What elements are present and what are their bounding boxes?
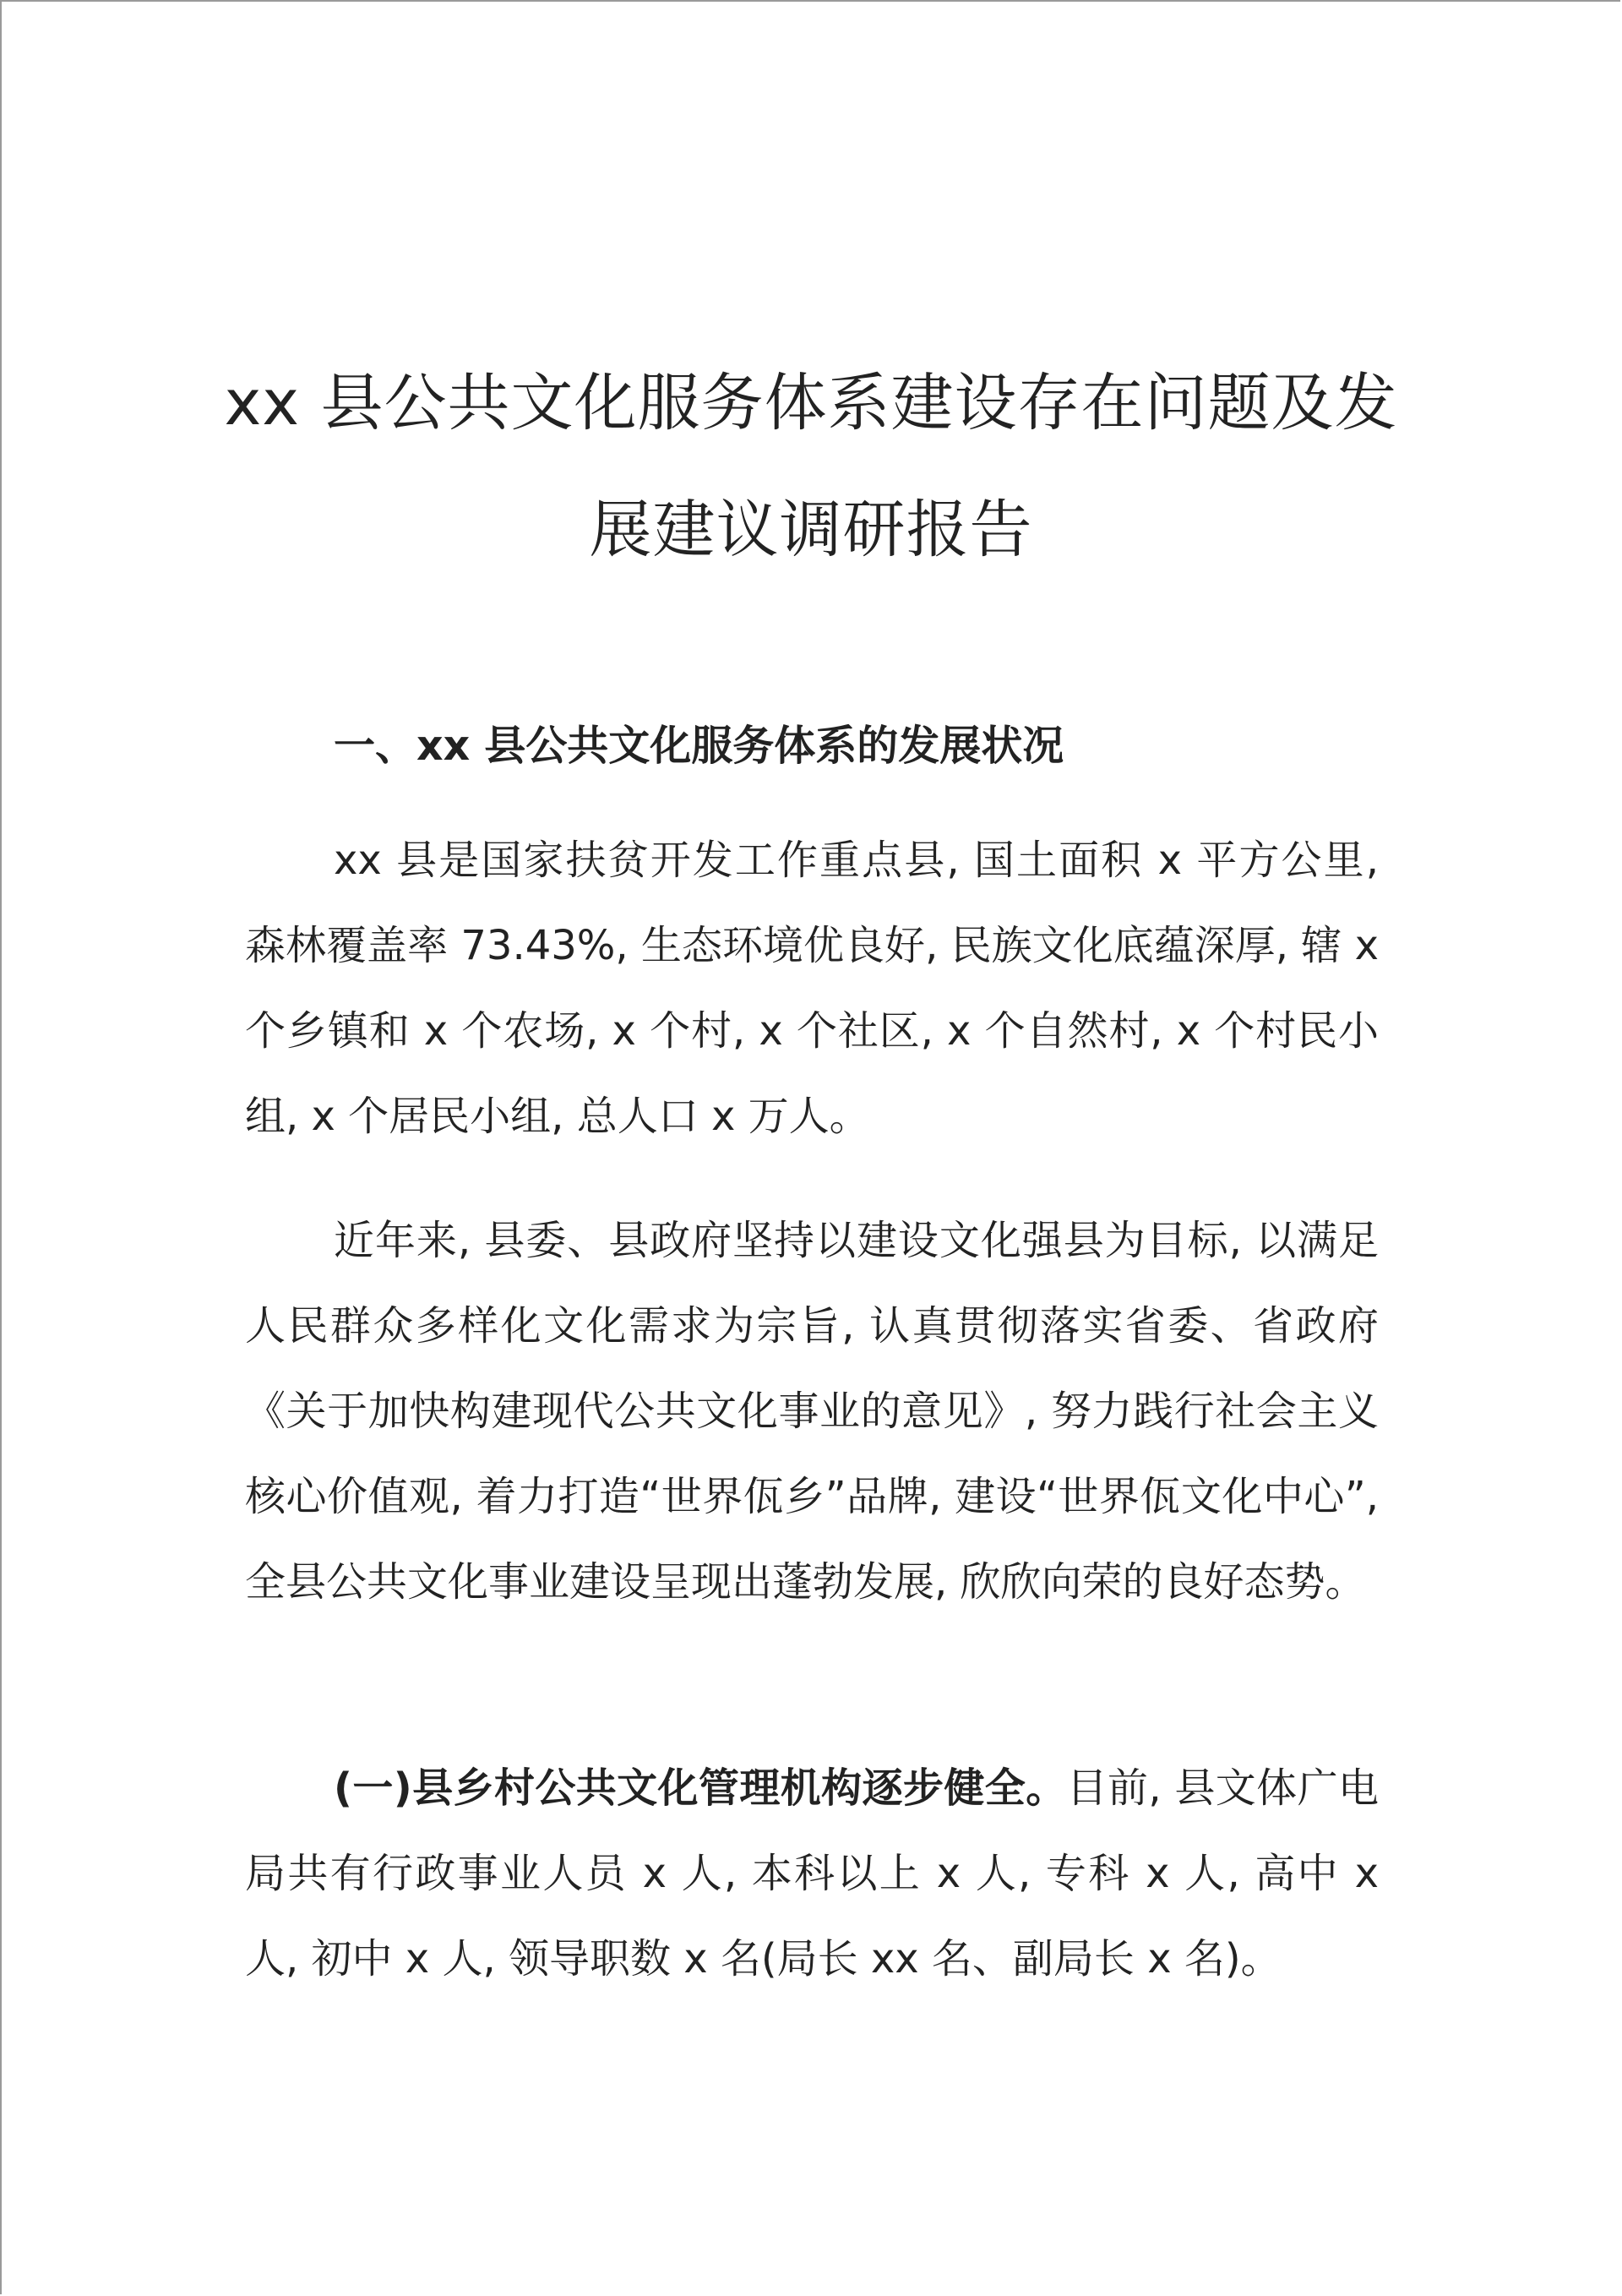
paragraph-2-block [245, 1198, 1379, 1625]
paragraph-3-block [245, 1746, 1379, 2002]
paragraph-3-lead: (一)县乡村公共文化管理机构逐步健全。 [334, 1764, 1067, 1812]
title-line-2: 展建议调研报告 [589, 494, 1033, 566]
section-heading: 一、xx 县公共文化服务体系的发展状况 [334, 722, 1064, 770]
paragraph-1: xx 县是国家扶贫开发工作重点县, 国土面积 x 平方公里, 森林覆盖率 73.43%, 生态环境优良好, 民族文化底蕴深厚, 辖 x 个乡镇和 x 个农场, x 个村, x 个社区, x 个自然村, x 个村民小组, x 个居民小组, 总人口 x 万人。 [245, 837, 1379, 1140]
paragraph-3 [245, 1746, 1379, 2002]
paragraph-3-text: 目前, 县文体广电局共有行政事业人员 x 人, 本科以上 x 人, 专科 x 人, 高中 x 人, 初中 x 人, 领导职数 x 名(局长 xx 名、副局长 x 名)。 [245, 1764, 1379, 1982]
paragraph-2: 近年来, 县委、县政府坚持以建设文化强县为目标, 以满足人民群众多样化文化需求为宗旨, 认真贯彻落实省委、省政府《关于加快构建现代公共文化事业的意见》, 努力践行社会主义核心价值观, 着力打造“世界佤乡”品牌, 建设“世界佤文化中心”, 全县公共文化事业建设呈现出蓬勃发展, 欣欣向荣的良好态势。 [245, 1217, 1379, 1606]
title-line-1: xx 县公共文化服务体系建设存在问题及发 [224, 367, 1398, 439]
paragraph-1-block [245, 818, 1379, 1159]
document-title [0, 340, 1622, 593]
